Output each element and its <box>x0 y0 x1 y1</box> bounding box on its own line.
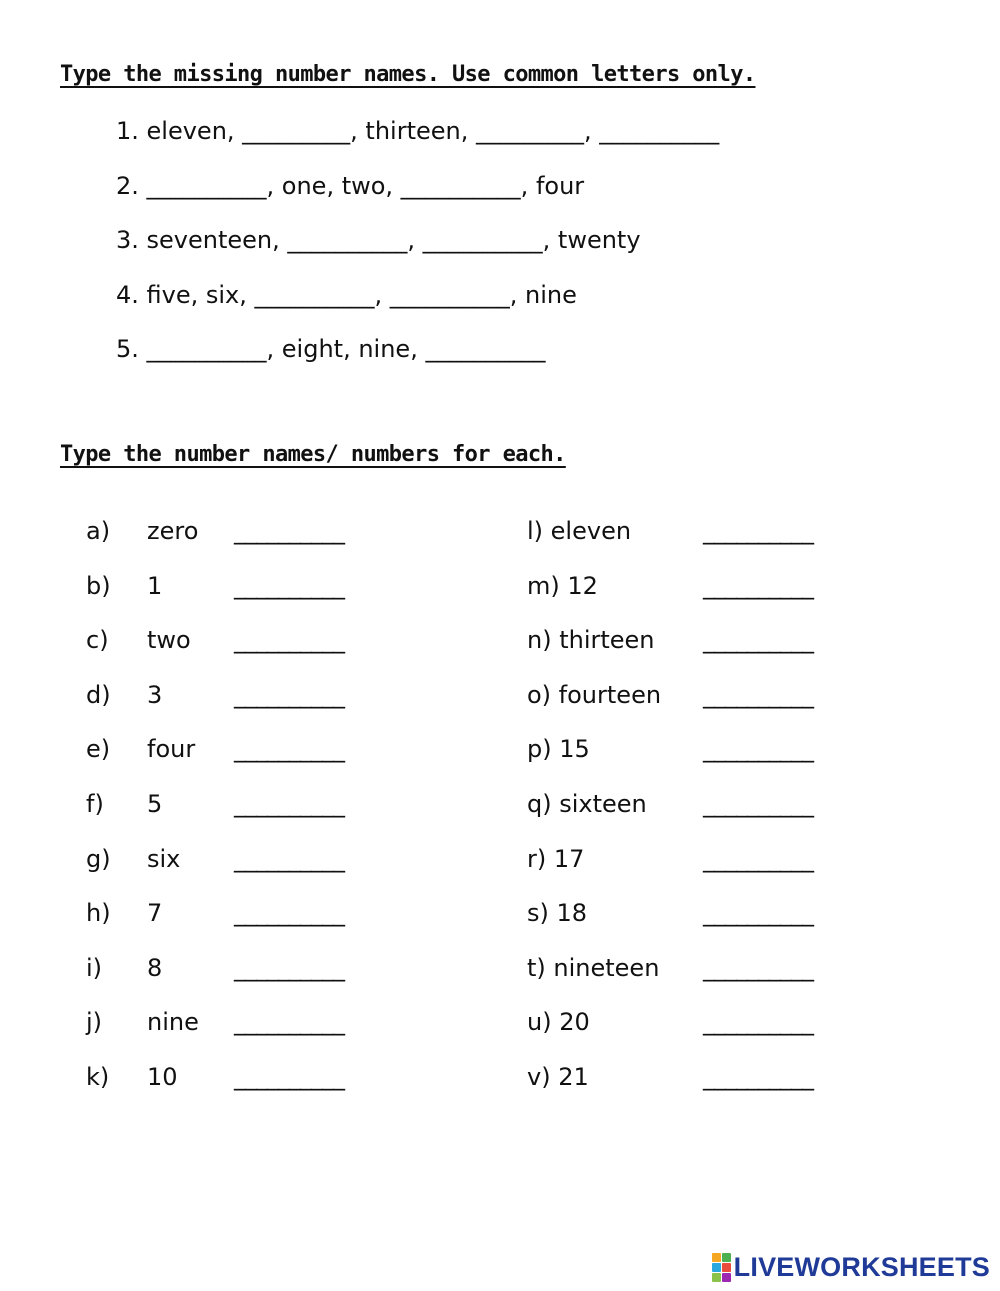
answer-blank[interactable]: __________ <box>234 844 344 873</box>
question-label: u) 20 <box>527 1008 590 1037</box>
question-letter: h) <box>86 899 111 928</box>
question-prompt: 8 <box>147 953 163 982</box>
question-label: n) thirteen <box>527 626 655 655</box>
question-prompt: 10 <box>147 1062 178 1091</box>
question-letter: g) <box>86 844 111 873</box>
answer-blank[interactable]: __________ <box>703 844 813 873</box>
answer-blank[interactable]: __________ <box>234 1062 344 1091</box>
answer-blank[interactable]: __________ <box>703 680 813 709</box>
question-label: q) sixteen <box>527 789 647 818</box>
sequence-item-5[interactable]: 5. __________, eight, nine, __________ <box>116 335 546 363</box>
answer-blank[interactable]: __________ <box>234 680 344 709</box>
question-letter: b) <box>86 571 111 600</box>
answer-blank[interactable]: __________ <box>234 517 344 545</box>
question-prompt: zero <box>147 517 199 545</box>
answer-blank[interactable]: __________ <box>234 953 344 982</box>
sequence-item-3[interactable]: 3. seventeen, __________, __________, twenty <box>116 226 641 254</box>
answer-blank[interactable]: __________ <box>234 899 344 928</box>
answer-blank[interactable]: __________ <box>234 571 344 600</box>
question-label: p) 15 <box>527 735 590 764</box>
missing-number-sequence-list <box>116 114 719 387</box>
answer-blank[interactable]: __________ <box>234 735 344 764</box>
logo-square <box>722 1253 731 1262</box>
question-prompt: two <box>147 626 191 655</box>
liveworksheets-mark-icon <box>712 1253 731 1282</box>
logo-square <box>712 1253 721 1262</box>
answer-blank[interactable]: __________ <box>234 789 344 818</box>
question-prompt: 3 <box>147 680 163 709</box>
answer-blank[interactable]: __________ <box>703 571 813 600</box>
answer-blank[interactable]: __________ <box>703 1062 813 1091</box>
answer-blank[interactable]: __________ <box>703 626 813 655</box>
answer-blank[interactable]: __________ <box>234 1008 344 1037</box>
question-label: o) fourteen <box>527 680 662 709</box>
section-2-heading: Type the number names/ numbers for each. <box>60 442 566 467</box>
question-prompt: 5 <box>147 789 163 818</box>
answer-blank[interactable]: __________ <box>703 789 813 818</box>
sequence-item-1[interactable]: 1. eleven, _________, thirteen, _________, __________ <box>116 117 720 145</box>
logo-square <box>712 1273 721 1282</box>
question-label: t) nineteen <box>527 953 660 982</box>
section-1-heading: Type the missing number names. Use common letters only. <box>60 62 756 87</box>
answer-blank[interactable]: __________ <box>703 517 813 545</box>
question-letter: a) <box>86 517 111 545</box>
answer-blank[interactable]: __________ <box>703 953 813 982</box>
question-prompt: nine <box>147 1008 199 1037</box>
answer-blank[interactable]: __________ <box>234 626 344 655</box>
question-label: v) 21 <box>527 1062 589 1091</box>
logo-square <box>722 1263 731 1272</box>
sequence-item-2[interactable]: 2. __________, one, two, __________, four <box>116 171 585 200</box>
question-label: s) 18 <box>527 899 588 928</box>
question-prompt: four <box>147 735 196 764</box>
question-letter: i) <box>86 953 103 982</box>
liveworksheets-logo[interactable] <box>712 1252 990 1283</box>
question-letter: e) <box>86 735 111 764</box>
question-letter: c) <box>86 626 109 655</box>
logo-text: LIVEWORKSHEETS <box>733 1252 990 1282</box>
question-label: r) 17 <box>527 844 585 873</box>
question-prompt: 1 <box>147 571 163 600</box>
question-letter: f) <box>86 789 104 818</box>
question-label: m) 12 <box>527 571 598 600</box>
logo-square <box>712 1263 721 1272</box>
answer-blank[interactable]: __________ <box>703 735 813 764</box>
question-prompt: 7 <box>147 899 163 928</box>
question-label: l) eleven <box>527 517 632 545</box>
question-letter: j) <box>86 1008 103 1037</box>
question-letter: d) <box>86 680 111 709</box>
answer-blank[interactable]: __________ <box>703 1008 813 1037</box>
question-letter: k) <box>86 1062 110 1091</box>
answer-blank[interactable]: __________ <box>703 899 813 928</box>
question-prompt: six <box>147 844 181 873</box>
logo-square <box>722 1273 731 1282</box>
sequence-item-4[interactable]: 4. five, six, __________, __________, nine <box>116 280 577 309</box>
